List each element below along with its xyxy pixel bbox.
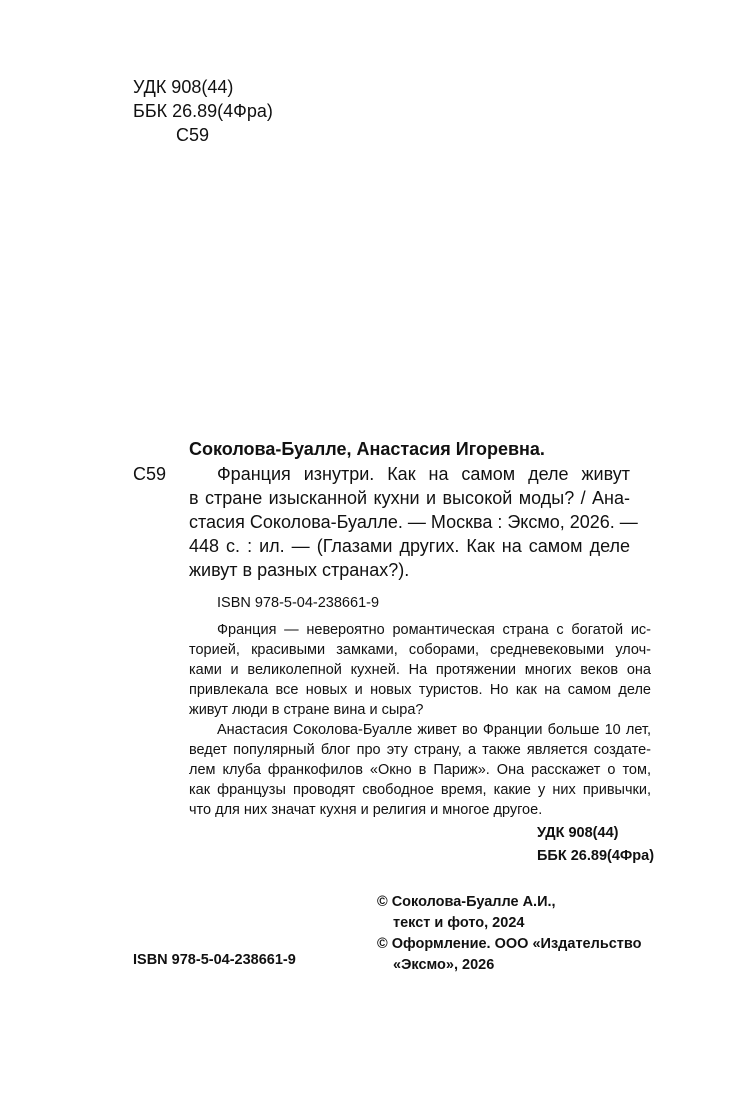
annotation-line-6: Анастасия Соколова-Буалле живет во Франции больше 10 лет, bbox=[217, 722, 651, 738]
annotation-line-7: ведет популярный блог про эту страну, а также является создате- bbox=[189, 742, 651, 758]
annotation-line-5: живут люди в стране вина и сыра? bbox=[189, 702, 424, 718]
annotation-line-2: торией, красивыми замками, соборами, средневековыми улоч- bbox=[189, 642, 651, 658]
description-line-1: Франция изнутри. Как на самом деле живут bbox=[217, 464, 630, 484]
annotation-line-3: ками и великолепной кухней. На протяжении многих веков она bbox=[189, 662, 651, 678]
description-line-3: стасия Соколова-Буалле. — Москва : Эксмо, 2026. — bbox=[189, 512, 638, 532]
header-bbk: ББК 26.89(4Фра) bbox=[133, 101, 273, 121]
card-author-sign: С59 bbox=[133, 464, 167, 484]
annotation-line-10: что для них значат кухня и религия и многое другое. bbox=[189, 802, 543, 818]
annotation-line-8: лем клуба франкофилов «Окно в Париж». Она расскажет о том, bbox=[189, 762, 651, 778]
description-line-5: живут в разных странах?). bbox=[189, 560, 410, 580]
copyright-line-2: текст и фото, 2024 bbox=[393, 915, 525, 931]
copyright-line-1: © Соколова-Буалле А.И., bbox=[377, 894, 556, 910]
classification-udk: УДК 908(44) bbox=[537, 825, 619, 841]
copyright-line-4: «Эксмо», 2026 bbox=[393, 957, 495, 973]
description-line-2: в стране изысканной кухни и высокой моды? / Ана- bbox=[189, 488, 630, 508]
annotation-line-1: Франция — невероятно романтическая страна с богатой ис- bbox=[217, 622, 651, 638]
header-author-sign: С59 bbox=[176, 125, 210, 145]
annotation-line-4: привлекала все новых и новых туристов. Но как на самом деле bbox=[189, 682, 651, 698]
description-line-4: 448 с. : ил. — (Глазами других. Как на самом деле bbox=[189, 536, 630, 556]
footer-isbn: ISBN 978-5-04-238661-9 bbox=[133, 952, 296, 968]
card-isbn: ISBN 978-5-04-238661-9 bbox=[217, 595, 380, 611]
author-heading: Соколова-Буалле, Анастасия Игоревна. bbox=[189, 439, 545, 459]
header-udk: УДК 908(44) bbox=[133, 77, 234, 97]
classification-bbk: ББК 26.89(4Фра) bbox=[537, 848, 655, 864]
annotation-line-9: как французы проводят свободное время, какие у них привычки, bbox=[189, 782, 651, 798]
copyright-line-3: © Оформление. ООО «Издательство bbox=[377, 936, 642, 952]
